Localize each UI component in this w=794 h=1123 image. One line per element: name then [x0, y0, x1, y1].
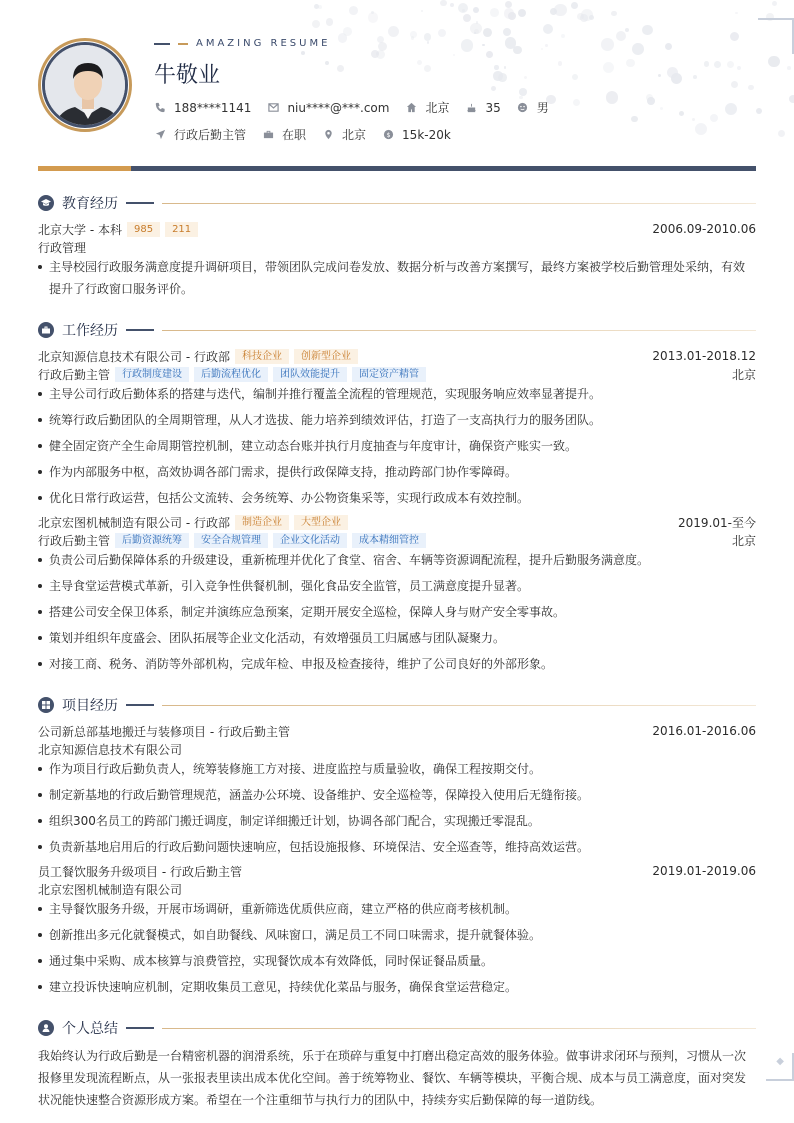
skill-tag: 后勤资源统筹: [115, 533, 189, 548]
decorative-dot: [505, 37, 517, 49]
age-item: [465, 101, 500, 115]
decorative-dot: [665, 43, 672, 50]
decorative-dot: [778, 130, 785, 137]
work-role-row: [38, 532, 756, 548]
skill-tag: 企业文化活动: [273, 533, 347, 548]
decorative-dot: [625, 28, 629, 32]
decorative-dot: [483, 28, 492, 37]
decorative-dot: [737, 66, 742, 71]
salary-text: 15k-20k: [402, 127, 451, 142]
list-item: 作为内部服务中枢，高效协调各部门需求，提供行政保障支持，推动跨部门协作零障碍。: [38, 461, 756, 483]
decorative-dot: [632, 43, 644, 55]
decorative-dot: [518, 9, 526, 17]
email-text: niu****@***.com: [287, 100, 390, 115]
diamond-icon: ◆: [776, 1056, 784, 1067]
decorative-dot: [789, 95, 794, 103]
location-item: [405, 99, 449, 116]
phone-text: 188****1141: [174, 100, 252, 115]
decorative-dot: [312, 20, 320, 28]
status-text: 在职: [282, 128, 307, 142]
decorative-dot: [646, 94, 653, 101]
skill-tag: 固定资产精管: [352, 367, 426, 382]
list-item: 策划并组织年度盛会、团队拓展等企业文化活动，有效增强员工归属感与团队凝聚力。: [38, 627, 756, 649]
summary-text: 我始终认为行政后勤是一台精密机器的润滑系统，乐于在琐碎与重复中打磨出稳定高效的服务体验。做事讲求闭环与预判，习惯从一次报修里发现流程断点，从一张报表里读出成本优化空间。善于统筹物业、餐饮、车辆等模块，平衡合规、成本与员工满意度，面对突发状况能快速整合资源形成方案。希望在一个注重细节与执行力的团队中，持续夯实后勤保障的每一道防线。: [38, 1049, 747, 1107]
decorative-dot: [343, 27, 352, 36]
decorative-dot: [458, 3, 468, 13]
project-company-row: [38, 741, 756, 757]
decorative-dot: [440, 0, 446, 6]
decorative-dot: [768, 56, 780, 68]
company-tag: 创新型企业: [294, 349, 358, 364]
decorative-dot: [318, 5, 322, 9]
decorative-dot: [572, 74, 579, 81]
decorative-dot: [787, 66, 791, 70]
decorative-dot: [642, 25, 653, 36]
section-education: [38, 193, 756, 213]
list-item: 制定新基地的行政后勤管理规范，涵盖办公环境、设备维护、安全巡检等，保障投入使用后无缝衔接。: [38, 784, 756, 806]
decorative-dot: [714, 61, 721, 68]
tagline-text: AMAZING RESUME: [196, 38, 331, 49]
candidate-name: 牛敬业: [154, 63, 221, 88]
list-item: 主导餐饮服务升级，开展市场调研，重新筛选优质供应商，建立严格的供应商考核机制。: [38, 898, 756, 920]
list-item: 健全固定资产全生命周期管控机制，建立动态台账并执行月度抽查与年度审计，确保资产账实一致。: [38, 435, 756, 457]
section-title: 项目经历: [62, 698, 118, 714]
section-title: 工作经历: [62, 323, 118, 339]
header-divider: [38, 166, 756, 171]
decorative-dot: [505, 1, 512, 8]
decorative-dot: [543, 24, 553, 34]
decorative-dot: [558, 61, 563, 66]
decorative-dot: [571, 2, 578, 9]
gender-item: [517, 99, 549, 116]
decorative-dot: [450, 3, 454, 7]
decorative-dot: [337, 65, 344, 72]
decorative-dot: [693, 75, 697, 79]
project-title: 公司新总部基地搬迁与装修项目 - 行政后勤主管: [38, 724, 290, 739]
decorative-dot: [704, 61, 709, 66]
decorative-dot: [371, 11, 374, 14]
decorative-dot: [731, 81, 738, 88]
decorative-dot: [473, 7, 479, 13]
decorative-dot: [301, 51, 305, 55]
decorative-dot: [503, 28, 511, 36]
list-item: 负责新基地启用后的行政后勤问题快速响应，包括设施报修、环境保洁、安全巡查等，维持高效运营。: [38, 836, 756, 858]
decorative-dot: [486, 51, 493, 58]
section-title: 教育经历: [62, 196, 118, 212]
decorative-dot: [692, 118, 695, 121]
skill-tag: 成本精细管控: [352, 533, 426, 548]
decorative-dot: [603, 62, 614, 73]
role: 行政后勤主管: [38, 367, 111, 382]
resume-tagline: [154, 38, 330, 49]
decorative-dot: [519, 88, 527, 96]
project-date: 2016.01-2016.06: [652, 724, 756, 738]
avatar: [38, 38, 132, 132]
project-title-row: [38, 723, 756, 739]
home-icon: [405, 102, 417, 114]
list-item: 主导公司行政后勤体系的搭建与迭代，编制并推行覆盖全流程的管理规范，实现服务响应效率显著提升。: [38, 383, 756, 405]
decorative-dot: [491, 86, 496, 91]
decorative-dot: [710, 114, 718, 122]
decorative-dot: [461, 39, 474, 52]
decorative-dot: [349, 6, 358, 15]
money-icon: [382, 129, 394, 141]
graduation-cap-icon: [38, 195, 54, 211]
work-role-row: [38, 366, 756, 382]
role: 行政后勤主管: [38, 533, 111, 548]
cake-icon: [465, 102, 477, 114]
major: 行政管理: [38, 240, 87, 255]
decorative-dot: [482, 44, 485, 47]
decorative-dot: [326, 18, 333, 25]
decorative-dot: [735, 12, 738, 15]
mail-icon: [267, 102, 279, 114]
decorative-dot: [725, 103, 737, 115]
company-name: 北京知源信息技术有限公司 - 行政部: [38, 349, 230, 364]
project-title: 员工餐饮服务升级项目 - 行政后勤主管: [38, 864, 242, 879]
project-title-row: [38, 863, 756, 879]
decorative-dot: [524, 76, 527, 79]
work-company-row: [38, 514, 756, 530]
project-company-row: [38, 881, 756, 897]
project-date: 2019.01-2019.06: [652, 864, 756, 878]
briefcase-section-icon: [38, 322, 54, 338]
school-degree: 北京大学 - 本科: [38, 222, 122, 237]
decorative-dot: [679, 111, 684, 116]
decorative-dot: [601, 38, 614, 51]
email-item: [267, 101, 389, 115]
decorative-dot: [727, 61, 734, 68]
decorative-dot: [424, 33, 431, 40]
decorative-dot: [410, 31, 416, 37]
decorative-dot: [453, 54, 455, 56]
gender-icon: [517, 102, 529, 114]
list-item: 创新推出多元化就餐模式，如自助餐线、风味窗口，满足员工不同口味需求，提升就餐体验。: [38, 924, 756, 946]
list-item: 主导校园行政服务满意度提升调研项目，带领团队完成问卷发放、数据分析与改善方案撰写，最终方案被学校后勤管理处采纳，有效提升了行政窗口服务评价。: [38, 256, 756, 300]
decorative-dot: [660, 107, 663, 110]
contact-info-row: [154, 99, 565, 116]
phone-icon: [154, 102, 166, 114]
location-text: 北京: [425, 101, 450, 115]
user-icon: [38, 1020, 54, 1036]
decorative-dot: [671, 73, 682, 84]
skill-tag: 行政制度建设: [115, 367, 189, 382]
school-tag: 985: [127, 222, 160, 237]
list-item: 负责公司后勤保障体系的升级建设，重新梳理并优化了食堂、宿舍、车辆等资源调配流程，提升后勤服务满意度。: [38, 549, 756, 571]
list-item: 对接工商、税务、消防等外部机构，完成年检、申报及检查接待，维护了公司良好的外部形象。: [38, 653, 756, 675]
list-item: 优化日常行政运营，包括公文流转、会务统筹、办公物资集采等，实现行政成本有效控制。: [38, 487, 756, 509]
section-projects: [38, 695, 756, 715]
briefcase-icon: [262, 129, 274, 141]
target-city-item: [322, 126, 366, 143]
corner-decoration-top: [758, 18, 794, 54]
decorative-dot: [748, 85, 753, 90]
status-item: [262, 126, 306, 143]
decorative-dot: [541, 48, 543, 50]
company-tag: 大型企业: [294, 515, 348, 530]
decorative-dot: [626, 59, 634, 67]
salary-item: [382, 128, 451, 142]
decorative-dot: [611, 11, 617, 17]
list-item: 组织300名员工的跨部门搬迁调度，制定详细搬迁计划，协调各部门配合，实现搬迁零混乱。: [38, 810, 756, 832]
decorative-dot: [695, 123, 708, 136]
decorative-dot: [606, 91, 618, 103]
gender-text: 男: [536, 101, 549, 115]
work-date: 2019.01-至今: [678, 515, 756, 530]
work-company-row: [38, 348, 756, 364]
decorative-dot: [545, 44, 548, 47]
decorative-dot: [589, 15, 594, 20]
section-summary: [38, 1018, 756, 1038]
job-intent-row: [154, 126, 467, 143]
decorative-dot: [421, 10, 423, 12]
company-tag: 科技企业: [235, 349, 289, 364]
company-tag: 制造企业: [235, 515, 289, 530]
phone-item: [154, 101, 251, 115]
decorative-dot: [756, 108, 762, 114]
list-item: 建立投诉快速响应机制，定期收集员工意见，持续优化菜品与服务，确保食堂运营稳定。: [38, 976, 756, 998]
work-city: 北京: [731, 367, 756, 382]
school-tag: 211: [165, 222, 198, 237]
target-city-text: 北京: [342, 128, 367, 142]
project-company: 北京宏图机械制造有限公司: [38, 882, 183, 897]
decorative-dot: [616, 31, 626, 41]
list-item: 通过集中采购、成本核算与浪费管控，实现餐饮成本有效降低，同时保证餐品质量。: [38, 950, 756, 972]
decorative-dot: [561, 34, 565, 38]
work-date: 2013.01-2018.12: [652, 349, 756, 363]
education-major-row: [38, 239, 756, 255]
education-header-row: [38, 221, 756, 237]
decorative-dot: [325, 61, 329, 65]
position-item: [154, 126, 246, 143]
list-item: 主导食堂运营模式革新，引入竞争性供餐机制，强化食品安全监管，员工满意度提升显著。: [38, 575, 756, 597]
position-text: 行政后勤主管: [174, 128, 247, 142]
decorative-dot: [554, 4, 567, 17]
skill-tag: 安全合规管理: [194, 533, 268, 548]
decorative-dot: [424, 65, 431, 72]
skill-tag: 团队效能提升: [273, 367, 347, 382]
age-text: 35: [485, 100, 501, 115]
decorative-dot: [493, 71, 502, 80]
send-icon: [154, 129, 166, 141]
decorative-dot: [772, 1, 777, 6]
decorative-dot: [730, 32, 739, 41]
svg-text:$: $: [386, 130, 391, 139]
decorative-dot: [658, 74, 661, 77]
decorative-dot: [573, 99, 580, 106]
decorative-dot: [504, 66, 507, 69]
decorative-dot: [470, 23, 482, 35]
skill-tag: 后勤流程优化: [194, 367, 268, 382]
decorative-dot: [490, 8, 499, 17]
list-item: 统筹行政后勤团队的全周期管理，从人才选拔、能力培养到绩效评估，打造了一支高执行力的服务团队。: [38, 409, 756, 431]
pin-icon: [322, 129, 334, 141]
list-item: 搭建公司安全保卫体系，制定并演练应急预案，定期开展安全巡检，保障人身与财产安全零事故。: [38, 601, 756, 623]
project-company: 北京知源信息技术有限公司: [38, 742, 183, 757]
work-city: 北京: [731, 533, 756, 548]
decorative-dot: [494, 65, 498, 69]
education-date: 2006.09-2010.06: [652, 222, 756, 236]
decorative-dot: [631, 116, 638, 123]
list-item: 作为项目行政后勤负责人，统筹装修施工方对接、进度监控与质量验收，确保工程按期交付。: [38, 758, 756, 780]
section-title: 个人总结: [62, 1021, 118, 1037]
decorative-dot: [388, 26, 399, 37]
decorative-dot: [438, 29, 446, 37]
company-name: 北京宏图机械制造有限公司 - 行政部: [38, 515, 230, 530]
decorative-dot: [463, 14, 471, 22]
grid-icon: [38, 697, 54, 713]
decorative-dot: [427, 41, 430, 44]
section-work: [38, 320, 756, 340]
decorative-dot: [417, 60, 422, 65]
